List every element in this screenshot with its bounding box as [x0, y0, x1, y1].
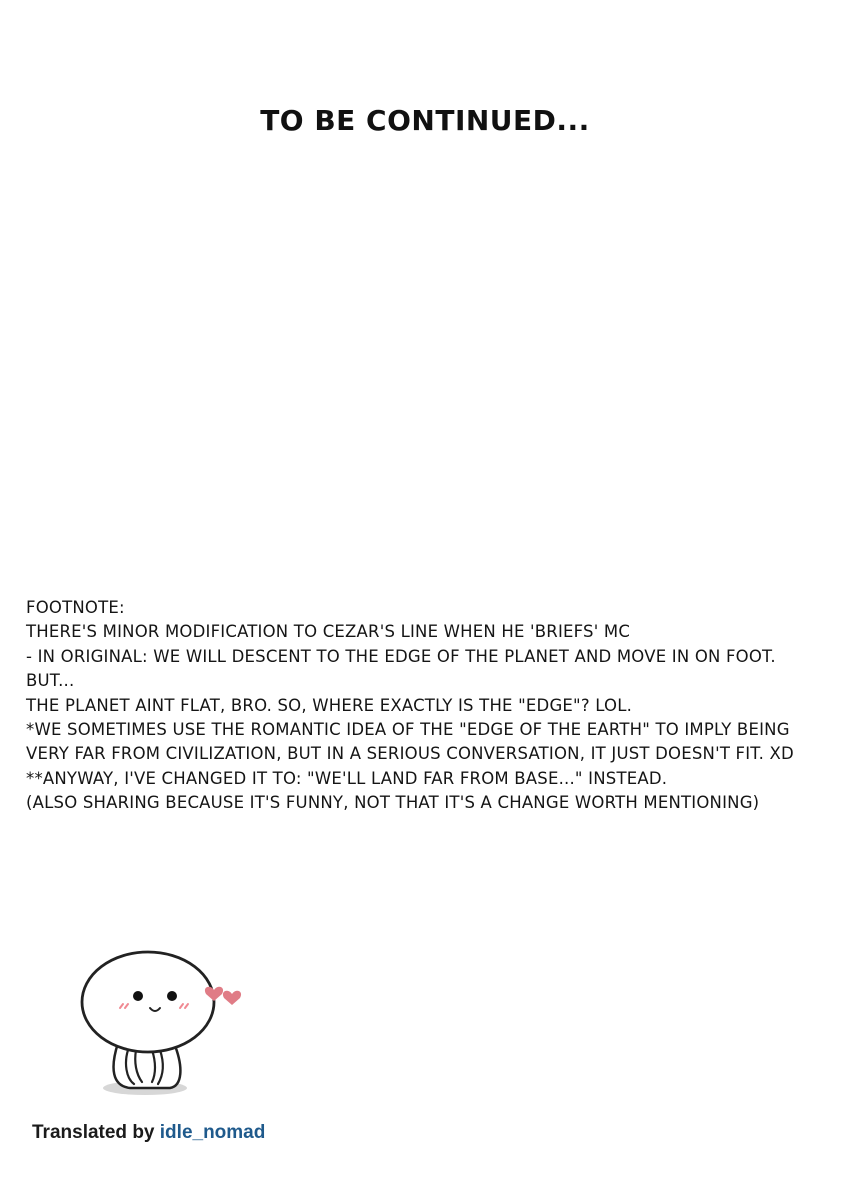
footnote-line: BUT...: [26, 671, 75, 691]
translator-name: idle_nomad: [159, 1122, 266, 1143]
eye-icon: [133, 991, 143, 1001]
footnote-line: **ANYWAY, I'VE CHANGED IT TO: "WE'LL LAND FAR FROM BASE..." INSTEAD.: [26, 768, 668, 788]
footnote-line: (ALSO SHARING BECAUSE IT'S FUNNY, NOT THAT IT'S A CHANGE WORTH MENTIONING): [26, 793, 760, 813]
footnote-block: [26, 596, 836, 816]
page-title: TO BE CONTINUED...: [260, 104, 590, 137]
mascot-icon: [70, 938, 260, 1108]
footnote-line: VERY FAR FROM CIVILIZATION, BUT IN A SERIOUS CONVERSATION, IT JUST DOESN'T FIT. XD: [26, 744, 794, 764]
footnote-line: THERE'S MINOR MODIFICATION TO CEZAR'S LINE WHEN HE 'BRIEFS' MC: [26, 622, 631, 642]
eye-icon: [167, 991, 177, 1001]
footnote-line: *WE SOMETIMES USE THE ROMANTIC IDEA OF THE "EDGE OF THE EARTH" TO IMPLY BEING: [26, 720, 790, 740]
mascot-illustration: [70, 938, 260, 1108]
footnote-line: - IN ORIGINAL: WE WILL DESCENT TO THE EDGE OF THE PLANET AND MOVE IN ON FOOT.: [26, 646, 776, 666]
head-shape: [82, 952, 214, 1052]
translator-credit: [32, 1122, 265, 1144]
footnote-line: THE PLANET AINT FLAT, BRO. SO, WHERE EXACTLY IS THE "EDGE"? LOL.: [26, 695, 633, 715]
footnote-line: FOOTNOTE:: [26, 598, 125, 617]
credit-prefix: Translated by: [32, 1122, 155, 1143]
